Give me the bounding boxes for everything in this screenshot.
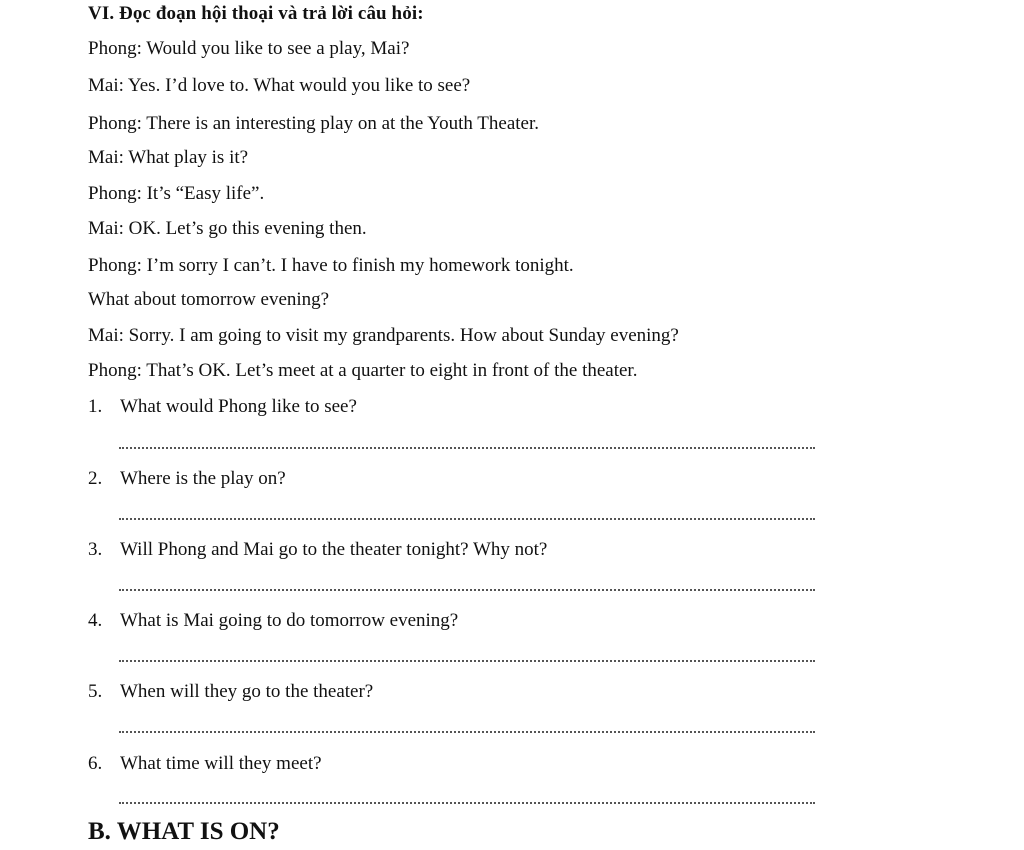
answer-line-4[interactable] <box>119 660 815 662</box>
answer-line-5[interactable] <box>119 731 815 733</box>
dialogue-line: Phong: There is an interesting play on at the Youth Theater. <box>88 113 540 134</box>
dialogue-line: Mai: OK. Let’s go this evening then. <box>88 218 367 239</box>
answer-line-2[interactable] <box>119 518 815 520</box>
question-text: Where is the play on? <box>120 468 286 489</box>
question-2 <box>88 468 286 490</box>
question-text: Will Phong and Mai go to the theater tonight? Why not? <box>120 539 548 560</box>
answer-line-6[interactable] <box>119 802 815 804</box>
question-text: What is Mai going to do tomorrow evening? <box>120 610 459 631</box>
question-number: 6. <box>88 753 103 774</box>
dialogue-line: Phong: I’m sorry I can’t. I have to finish my homework tonight. <box>88 255 574 276</box>
question-number: 3. <box>88 539 103 560</box>
question-6 <box>88 753 322 775</box>
section-b-heading: B. WHAT IS ON? <box>88 818 280 845</box>
question-number: 1. <box>88 396 103 417</box>
exercise-heading: VI. Đọc đoạn hội thoại và trả lời câu hỏi: <box>88 3 424 24</box>
question-1 <box>88 396 357 418</box>
question-text: What would Phong like to see? <box>120 396 357 417</box>
dialogue-line: Mai: What play is it? <box>88 147 249 168</box>
dialogue-line: What about tomorrow evening? <box>88 289 330 310</box>
question-number: 5. <box>88 681 103 702</box>
answer-line-3[interactable] <box>119 589 815 591</box>
dialogue-line: Mai: Yes. I’d love to. What would you like to see? <box>88 75 471 96</box>
question-5 <box>88 681 373 703</box>
question-number: 4. <box>88 610 103 631</box>
question-text: When will they go to the theater? <box>120 681 374 702</box>
answer-line-1[interactable] <box>119 447 815 449</box>
dialogue-line: Phong: Would you like to see a play, Mai? <box>88 38 410 59</box>
dialogue-line: Mai: Sorry. I am going to visit my grandparents. How about Sunday evening? <box>88 325 679 346</box>
dialogue-line: Phong: That’s OK. Let’s meet at a quarter to eight in front of the theater. <box>88 360 638 381</box>
question-3 <box>88 539 547 561</box>
question-text: What time will they meet? <box>120 753 322 774</box>
question-number: 2. <box>88 468 103 489</box>
question-4 <box>88 610 458 632</box>
dialogue-line: Phong: It’s “Easy life”. <box>88 183 265 204</box>
